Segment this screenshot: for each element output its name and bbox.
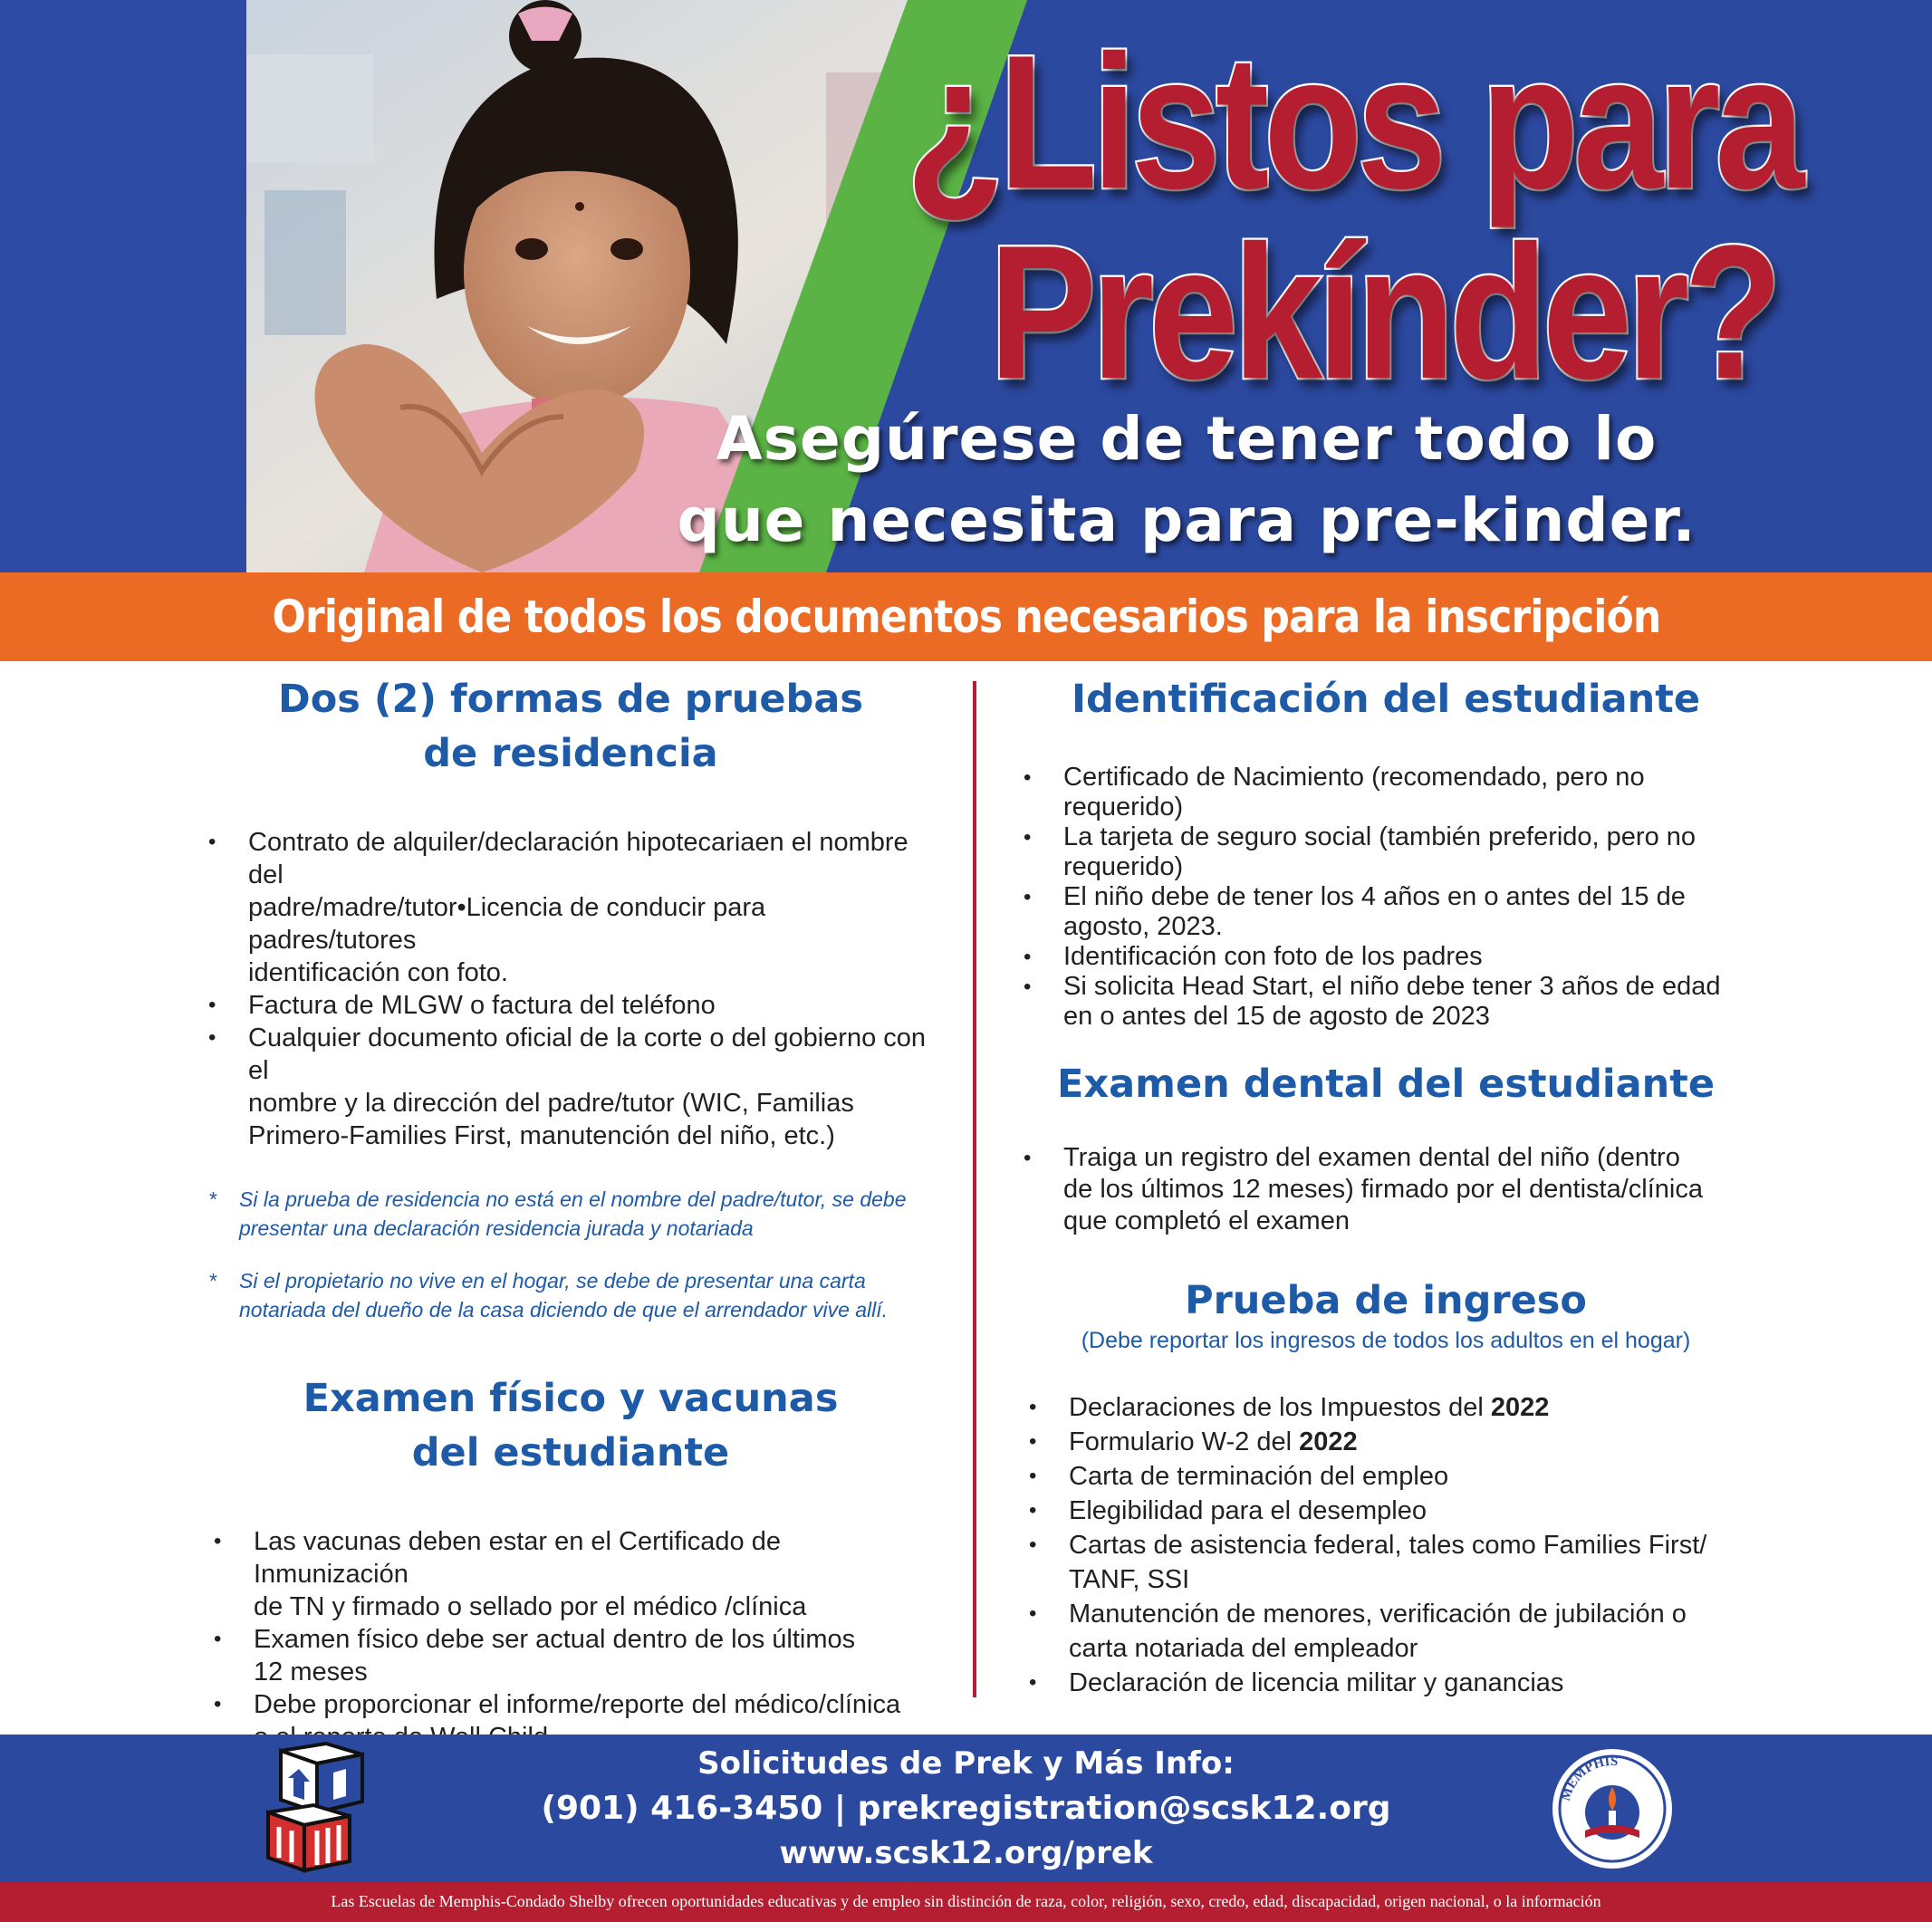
list-item: • Declaraciones de los Impuestos del 2022: [1029, 1393, 1550, 1422]
list-item: • Contrato de alquiler/declaración hipotecariaen el nombre del padre/madre/tutor•Licencia de conducir para padres/tutores identificación con foto.: [208, 828, 908, 987]
income-subheading: (Debe reportar los ingresos de todos los adultos en el hogar): [1081, 1328, 1691, 1353]
physical-heading-line1: Examen físico y vacunas: [303, 1376, 839, 1421]
list-item: • Traiga un registro del examen dental del niño (dentro de los últimos 12 meses) firmado por el dentista/clínica que completó el examen: [1024, 1143, 1703, 1235]
hero-subtitle: [580, 399, 1793, 562]
list-item: • Elegibilidad para el desempleo: [1029, 1496, 1427, 1525]
list-item: • Examen físico debe ser actual dentro de los últimos 12 meses: [214, 1625, 856, 1687]
list-item: • Certificado de Nacimiento (recomendado, pero no requerido): [1024, 763, 1645, 822]
seal-text: MEMPHIS: [1558, 1754, 1619, 1803]
disclaimer-text: Las Escuelas de Memphis-Condado Shelby ofrecen oportunidades educativas y de empleo sin distinción de raza, color, religión, sexo, credo, edad, discapacidad, origen nacional, o la información: [331, 1892, 1601, 1910]
memphis-seal-icon: [1551, 1747, 1674, 1870]
list-item: • Carta de terminación del empleo: [1029, 1462, 1449, 1491]
footer-contact: (901) 416-3450 | prekregistration@scsk12.org: [541, 1790, 1391, 1827]
banner-text: Original de todos los documentos necesarios para la inscripción: [272, 591, 1660, 643]
residence-note-1: * Si la prueba de residencia no está en el nombre del padre/tutor, se debe presentar una declaración residencia jurada y notariada: [208, 1187, 907, 1240]
list-item: • Debe proporcionar el informe/reporte del médico/clínica: [214, 1690, 901, 1719]
dental-heading: Examen dental del estudiante: [1057, 1062, 1715, 1107]
hero-subtitle-line1: Asegúrese de tener todo lo: [716, 404, 1658, 474]
physical-heading: [208, 1371, 933, 1480]
hero-section: [0, 0, 1932, 572]
list-item: • El niño debe de tener los 4 años en o antes del 15 de agosto, 2023.: [1024, 882, 1686, 941]
left-column: [208, 672, 933, 1754]
income-heading: Prueba de ingreso: [1185, 1278, 1587, 1323]
residence-heading-line1: Dos (2) formas de pruebas: [278, 677, 863, 722]
list-item: • Cualquier documento oficial de la corte o del gobierno con el nombre y la dirección del padre/tutor (WIC, Familias Primero-Families First, manutención del niño, etc.): [208, 1023, 927, 1150]
hero-subtitle-line2: que necesita para pre-kinder.: [677, 485, 1697, 555]
residence-list: [208, 826, 933, 1152]
list-item: • Manutención de menores, verificación de jubilación o carta notariada del empleador: [1029, 1600, 1687, 1663]
disclaimer-bar: [0, 1881, 1932, 1922]
physical-list: [208, 1525, 933, 1754]
hero-title-line1: ¿Listos para: [906, 15, 1800, 228]
footer-url[interactable]: www.scsk12.org/prek: [779, 1835, 1153, 1871]
identification-list: [1024, 763, 1748, 1032]
footer: [0, 1735, 1932, 1881]
list-item: • Identificación con foto de los padres: [1024, 942, 1483, 971]
income-list: [1024, 1390, 1748, 1700]
column-divider: [973, 681, 976, 1697]
residence-note-2: * Si el propietario no vive en el hogar, se debe de presentar una carta notariada del dueño de la casa diciendo de que el arrendador vive allí.: [208, 1269, 889, 1321]
identification-heading: Identificación del estudiante: [1071, 677, 1701, 722]
list-item: • Las vacunas deben estar en el Certificado de Inmunización de TN y firmado o sellado por el médico /clínica: [214, 1527, 807, 1621]
footer-title: Solicitudes de Prek y Más Info:: [697, 1745, 1235, 1782]
list-item: • La tarjeta de seguro social (también preferido, pero no requerido): [1024, 822, 1697, 881]
list-item: • Declaración de licencia militar y ganancias: [1029, 1668, 1564, 1697]
residence-heading-line2: de residencia: [423, 731, 718, 776]
hero-title-line2: Prekínder?: [989, 206, 1777, 418]
physical-heading-line2: del estudiante: [411, 1430, 730, 1475]
list-item: • Factura de MLGW o factura del teléfono: [208, 991, 716, 1020]
list-item: • Formulario W-2 del 2022: [1029, 1427, 1358, 1456]
list-item: • Cartas de asistencia federal, tales como Families First/ TANF, SSI: [1029, 1531, 1707, 1594]
dental-list: [1024, 1142, 1748, 1237]
right-column: [1024, 672, 1748, 1700]
orange-banner: [0, 572, 1932, 661]
list-item: • Si solicita Head Start, el niño debe tener 3 años de edad en o antes del 15 de agosto de 2023: [1024, 972, 1721, 1031]
residence-heading: [208, 672, 933, 781]
